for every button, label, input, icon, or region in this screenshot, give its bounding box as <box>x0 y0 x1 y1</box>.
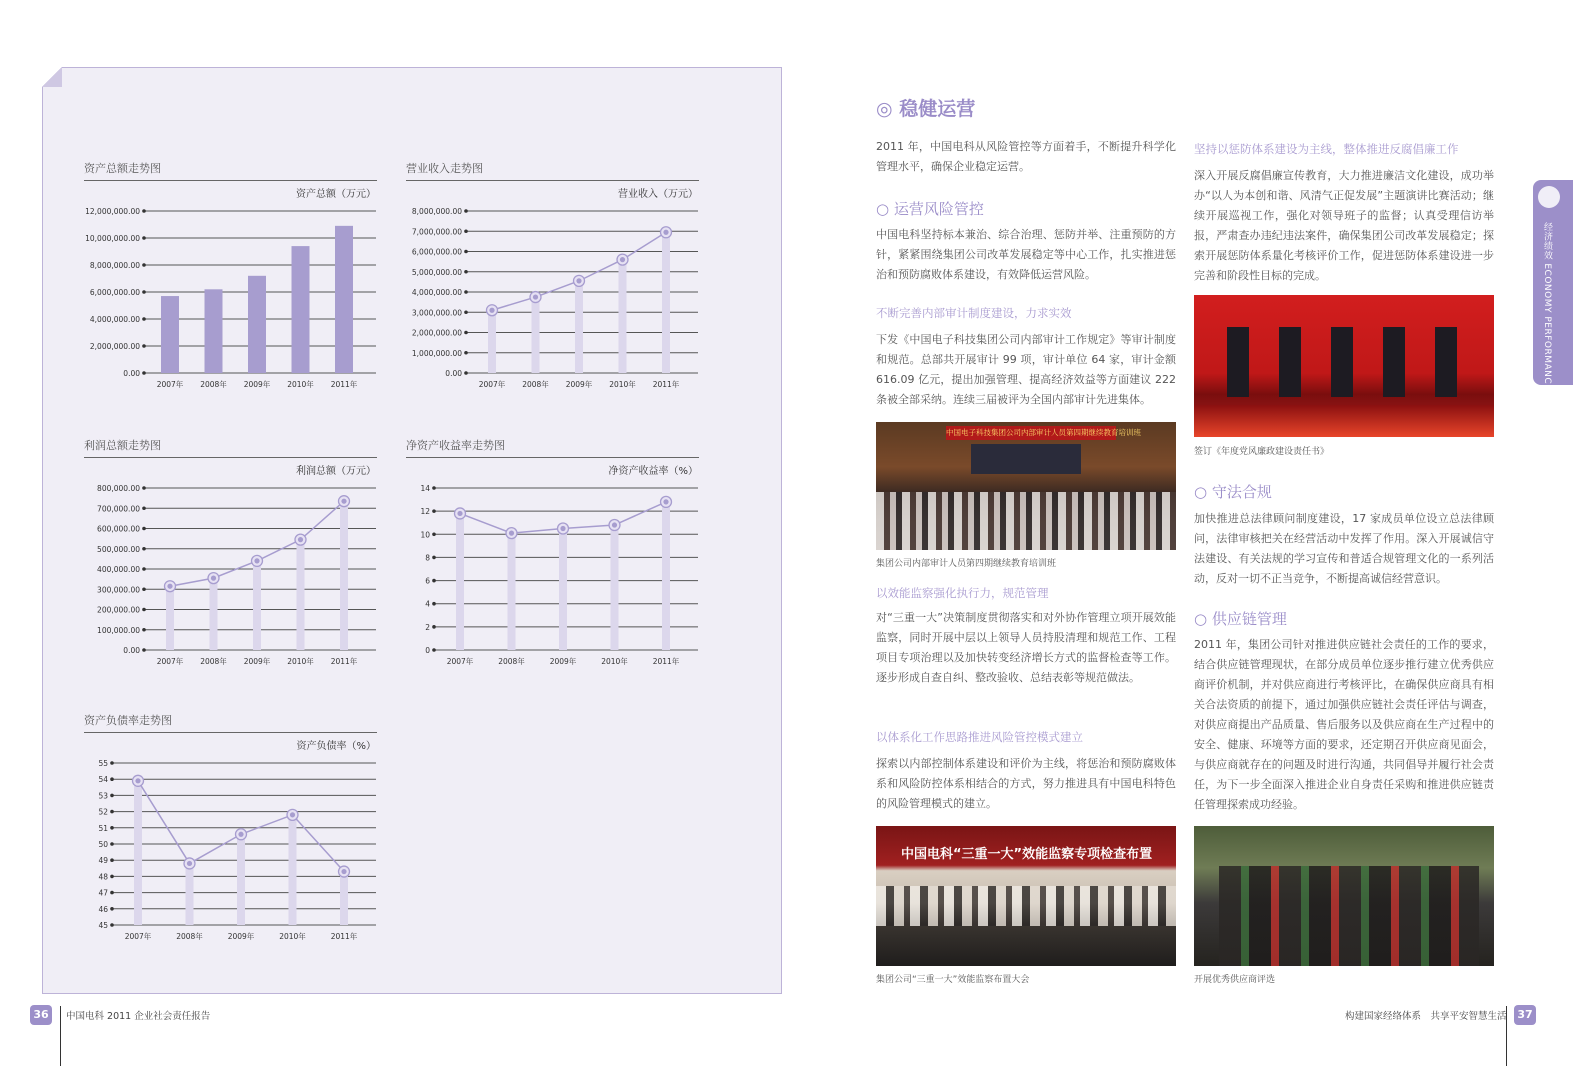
tick-dot <box>110 923 114 927</box>
y-tick-label: 50 <box>98 840 108 849</box>
panel-corner-fold <box>42 67 62 87</box>
y-tick-label: 0.00 <box>445 369 462 378</box>
tick-dot <box>464 209 468 213</box>
risk-title: ○ 运营风险管控 <box>876 200 984 218</box>
x-tick-label: 2007年 <box>478 380 506 389</box>
x-tick-label: 2008年 <box>200 380 227 389</box>
risk-body: 中国电科坚持标本兼治、综合治理、惩防并举、注重预防的方针，紧紧围绕集团公司改革发展稳定等中心工作，扎实推进惩治和预防腐败体系建设，有效降低运营风险。 <box>876 228 1176 281</box>
photo1-caption: 集团公司内部审计人员第四期继续教育培训班 <box>876 559 1057 569</box>
value-column <box>611 525 619 650</box>
value-column <box>662 232 670 373</box>
tick-dot <box>432 625 436 629</box>
data-point-core <box>620 257 625 262</box>
data-point-core <box>489 308 494 313</box>
value-column <box>186 863 194 925</box>
x-tick-label: 2008年 <box>498 657 525 666</box>
chart-title-roe: 净资产收益率走势图 <box>406 439 505 452</box>
value-column <box>662 502 670 650</box>
tick-dot <box>110 777 114 781</box>
y-tick-label: 10,000,000.00 <box>85 234 140 243</box>
y-tick-label: 49 <box>98 856 108 866</box>
x-tick-label: 2010年 <box>287 380 314 389</box>
tick-dot <box>432 556 436 560</box>
y-tick-label: 54 <box>98 775 108 785</box>
tick-dot <box>142 628 146 632</box>
y-tick-label: 100,000.00 <box>97 625 140 635</box>
tick-dot <box>110 891 114 895</box>
data-point-core <box>612 522 617 527</box>
value-column <box>575 281 583 373</box>
anti-corruption-heading: 坚持以惩防体系建设为主线，整体推进反腐倡廉工作 <box>1194 142 1459 156</box>
tick-dot <box>142 547 146 551</box>
data-point-core <box>290 812 295 817</box>
y-tick-label: 47 <box>98 888 108 898</box>
data-point-core <box>663 499 668 504</box>
data-point-core <box>238 832 243 837</box>
section-title: ◎ 稳健运营 <box>876 98 976 120</box>
x-tick-label: 2010年 <box>601 657 628 666</box>
data-point-core <box>533 294 538 299</box>
bar <box>248 276 266 373</box>
y-tick-label: 4 <box>425 599 430 609</box>
y-tick-label: 12,000,000.00 <box>85 207 140 216</box>
y-tick-label: 46 <box>98 904 108 914</box>
x-tick-label: 2009年 <box>549 657 577 666</box>
x-tick-label: 2008年 <box>176 932 203 941</box>
data-point-core <box>187 861 192 866</box>
chart-title-profit: 利润总额走势图 <box>84 439 161 452</box>
value-column <box>559 529 567 651</box>
value-column <box>532 297 540 373</box>
x-tick-label: 2009年 <box>243 380 271 389</box>
value-column <box>210 578 218 650</box>
y-tick-label: 53 <box>98 791 108 801</box>
revenue-line-chart <box>402 185 702 395</box>
value-column <box>237 834 245 925</box>
chart-unit-label: 利润总额（万元） <box>296 466 376 477</box>
tick-dot <box>142 263 146 267</box>
chart-unit-label: 营业收入（万元） <box>618 189 698 200</box>
photo-banner: 中国电科“三重一大”效能监察专项检查布置 <box>901 847 1153 862</box>
tick-dot <box>110 794 114 798</box>
photo-training-meeting <box>876 422 1176 550</box>
y-tick-label: 3,000,000.00 <box>411 308 462 318</box>
data-point-core <box>298 537 303 542</box>
x-tick-label: 2007年 <box>124 932 152 941</box>
tick-dot <box>432 579 436 583</box>
y-tick-label: 52 <box>98 807 108 817</box>
audit-heading: 不断完善内部审计制度建设，力求实效 <box>876 306 1072 320</box>
tick-dot <box>464 331 468 335</box>
x-tick-label: 2007年 <box>156 657 184 666</box>
divider <box>84 457 377 458</box>
tick-dot <box>142 506 146 510</box>
tick-dot <box>110 810 114 814</box>
tick-dot <box>464 229 468 233</box>
tick-dot <box>432 509 436 513</box>
y-tick-label: 300,000.00 <box>97 585 140 595</box>
x-tick-label: 2010年 <box>279 932 306 941</box>
photo-supervision-meeting <box>876 826 1176 966</box>
y-tick-label: 6,000,000.00 <box>89 288 140 297</box>
photo4-caption: 开展优秀供应商评选 <box>1194 975 1276 985</box>
data-point-core <box>576 278 581 283</box>
y-tick-label: 48 <box>98 872 108 882</box>
y-tick-label: 8,000,000.00 <box>411 207 462 216</box>
value-column <box>134 781 142 925</box>
y-tick-label: 500,000.00 <box>97 544 140 554</box>
y-tick-label: 8 <box>425 553 430 563</box>
y-tick-label: 2 <box>425 622 430 632</box>
tick-dot <box>110 907 114 911</box>
value-column <box>619 260 627 373</box>
y-tick-label: 4,000,000.00 <box>411 288 462 297</box>
data-point-core <box>560 526 565 531</box>
divider <box>84 180 377 181</box>
x-tick-label: 2009年 <box>565 380 593 389</box>
tick-dot <box>432 602 436 606</box>
efficiency-body: 对“三重一大”决策制度贯彻落实和对外协作管理立项开展效能监察，同时开展中层以上领导人员持股清理和规范工作、工程项目专项治理以及加快转变经济增长方式的监督检查等工作。逐步形成自查自纠、整改验收、总结表彰等规范做法。 <box>876 611 1176 684</box>
tick-dot <box>464 351 468 355</box>
y-tick-label: 10 <box>420 530 430 540</box>
tick-dot <box>142 371 146 375</box>
gear-icon <box>1538 186 1560 208</box>
chart-unit-label: 资产总额（万元） <box>296 189 376 200</box>
bar <box>292 246 310 373</box>
tick-dot <box>464 270 468 274</box>
y-tick-label: 200,000.00 <box>97 605 140 615</box>
x-tick-label: 2007年 <box>446 657 474 666</box>
tick-dot <box>464 250 468 254</box>
y-tick-label: 0.00 <box>123 369 140 378</box>
flowers <box>1194 405 1494 437</box>
y-tick-label: 800,000.00 <box>97 484 140 493</box>
audience <box>876 492 1176 550</box>
stage <box>971 444 1081 474</box>
intro-text: 2011 年，中国电科从风险管控等方面着手，不断提升科学化管理水平，确保企业稳定运营。 <box>876 140 1176 173</box>
tick-dot <box>142 648 146 652</box>
award-winners <box>1219 866 1479 966</box>
y-tick-label: 12 <box>420 507 430 517</box>
divider <box>406 180 699 181</box>
tick-dot <box>142 209 146 213</box>
y-tick-label: 4,000,000.00 <box>89 315 140 324</box>
y-tick-label: 6 <box>425 576 430 586</box>
chart-title-assets: 资产总额走势图 <box>84 162 161 175</box>
anti-corruption-body: 深入开展反腐倡廉宣传教育，大力推进廉洁文化建设，成功举办“以人为本创和谐、风清气正促发展”主题演讲比赛活动；继续开展巡视工作，强化对领导班子的监督；认真受理信访举报，严肃查办违纪违法案件，确保集团公司改革发展稳定；探索开展惩防体系量化考核评价工作，促进惩防体系建设进一步完善和阶段性目标的完成。 <box>1194 169 1494 282</box>
x-tick-label: 2011年 <box>330 657 358 666</box>
data-point-core <box>254 558 259 563</box>
divider <box>84 732 377 733</box>
x-tick-label: 2008年 <box>522 380 549 389</box>
tick-dot <box>142 527 146 531</box>
tick-dot <box>142 608 146 612</box>
chart-unit-label: 资产负债率（%） <box>296 741 376 752</box>
data-point-core <box>135 778 140 783</box>
y-tick-label: 600,000.00 <box>97 524 140 534</box>
x-tick-label: 2010年 <box>609 380 636 389</box>
chart-unit-label: 净资产收益率（%） <box>608 466 698 477</box>
roe-line-chart <box>402 462 702 672</box>
officials <box>1209 327 1479 397</box>
y-tick-label: 7,000,000.00 <box>411 227 462 237</box>
attendees <box>876 886 1176 926</box>
system-body: 探索以内部控制体系建设和评价为主线，将惩治和预防腐败体系和风险防控体系相结合的方式，努力推进具有中国电科特色的风险管理模式的建立。 <box>876 757 1176 810</box>
y-tick-label: 0 <box>425 646 430 655</box>
tick-dot <box>142 587 146 591</box>
x-tick-label: 2011年 <box>330 932 358 941</box>
divider <box>406 457 699 458</box>
photo3-caption: 集团公司“三重一大”效能监察布置大会 <box>876 975 1030 985</box>
x-tick-label: 2011年 <box>330 380 358 389</box>
tick-dot <box>432 648 436 652</box>
x-tick-label: 2007年 <box>156 380 184 389</box>
system-heading: 以体系化工作思路推进风险管控模式建立 <box>876 730 1083 744</box>
supply-body: 2011 年，集团公司针对推进供应链社会责任的工作的要求，结合供应链管理现状，在部分成员单位逐步推行建立优秀供应商评价机制，并对供应商进行考核评比，在确保供应商具有相关合法资质的前提下，通过加强供应链社会责任评估与调查，对供应商提出产品质量、售后服务以及供应商在生产过程中的安全、健康、环境等方面的要求，还定期召开供应商见面会，与供应商就存在的问题及时进行沟通，共同倡导并履行社会责任，为下一步全面深入推进企业自身责任采购和推进供应链责任管理探索成功经验。 <box>1194 638 1494 811</box>
value-column <box>508 533 516 650</box>
value-column <box>253 561 261 650</box>
profit-line-chart <box>80 462 380 672</box>
footer-left-text: 中国电科 2011 企业社会责任报告 <box>66 1011 211 1022</box>
y-tick-label: 6,000,000.00 <box>411 247 462 257</box>
y-tick-label: 8,000,000.00 <box>89 261 140 270</box>
page-number-right: 37 <box>1514 1005 1536 1025</box>
tick-dot <box>142 344 146 348</box>
footer-rule-left <box>60 1006 61 1066</box>
y-tick-label: 700,000.00 <box>97 504 140 514</box>
data-point-core <box>211 576 216 581</box>
tick-dot <box>464 310 468 314</box>
page-number-left: 36 <box>30 1005 52 1025</box>
value-column <box>289 815 297 925</box>
x-tick-label: 2010年 <box>287 657 314 666</box>
y-tick-label: 51 <box>98 823 108 833</box>
chart-title-debt: 资产负债率走势图 <box>84 714 172 727</box>
data-point-core <box>663 230 668 235</box>
x-tick-label: 2009年 <box>227 932 255 941</box>
tick-dot <box>142 567 146 571</box>
footer-right-text: 构建国家经络体系 共享平安智慧生活 <box>1345 1011 1507 1022</box>
value-column <box>340 872 348 925</box>
value-column <box>297 540 305 650</box>
chart-title-revenue: 营业收入走势图 <box>406 162 483 175</box>
y-tick-label: 0.00 <box>123 646 140 655</box>
bar <box>205 289 223 373</box>
x-tick-label: 2011年 <box>652 657 680 666</box>
y-tick-label: 400,000.00 <box>97 565 140 574</box>
tick-dot <box>142 486 146 490</box>
data-point-core <box>341 499 346 504</box>
audit-body: 下发《中国电子科技集团公司内部审计工作规定》等审计制度和规范。总部共开展审计 99 项，审计单位 64 家，审计金额 616.09 亿元，提出加强管理、提高经济效益等方面建议 222 条被全部采纳。连续三届被评为全国内部审计先进集体。 <box>876 333 1176 406</box>
bar <box>161 296 179 373</box>
value-column <box>488 310 496 373</box>
y-tick-label: 2,000,000.00 <box>89 342 140 351</box>
debt-line-chart <box>80 737 380 947</box>
y-tick-label: 1,000,000.00 <box>411 348 462 358</box>
y-tick-label: 45 <box>98 921 108 930</box>
efficiency-heading: 以效能监察强化执行力，规范管理 <box>876 586 1049 600</box>
data-point-core <box>457 511 462 516</box>
tick-dot <box>464 290 468 294</box>
tick-dot <box>432 486 436 490</box>
tick-dot <box>110 875 114 879</box>
data-point-core <box>509 531 514 536</box>
supply-title: ○ 供应链管理 <box>1194 610 1287 628</box>
law-title: ○ 守法合规 <box>1194 483 1272 501</box>
value-column <box>456 513 464 650</box>
value-column <box>166 586 174 650</box>
tick-dot <box>432 532 436 536</box>
tick-dot <box>110 842 114 846</box>
law-body: 加快推进总法律顾问制度建设，17 家成员单位设立总法律顾问，法律审核把关在经营活动中发挥了作用。深入开展诚信守法建设、有关法规的学习宣传和普适合规管理文化的一系列活动，反对一切不正当竞争，不断提高诚信经营意识。 <box>1194 512 1494 585</box>
data-point-core <box>341 869 346 874</box>
photo-banner: 中国电子科技集团公司内部审计人员第四期继续教育培训班 <box>946 426 1116 440</box>
tick-dot <box>110 826 114 830</box>
tick-dot <box>142 317 146 321</box>
photo2-caption: 签订《年度党风廉政建设责任书》 <box>1194 447 1330 457</box>
tick-dot <box>110 761 114 765</box>
tick-dot <box>142 236 146 240</box>
assets-bar-chart <box>80 185 380 395</box>
x-tick-label: 2011年 <box>652 380 680 389</box>
data-point-core <box>167 584 172 589</box>
value-column <box>340 501 348 650</box>
photo-supplier-awards <box>1194 826 1494 966</box>
y-tick-label: 55 <box>98 759 108 768</box>
x-tick-label: 2008年 <box>200 657 227 666</box>
tick-dot <box>142 290 146 294</box>
tick-dot <box>110 858 114 862</box>
y-tick-label: 14 <box>420 484 430 493</box>
x-tick-label: 2009年 <box>243 657 271 666</box>
y-tick-label: 2,000,000.00 <box>411 328 462 338</box>
photo-signing-ceremony <box>1194 295 1494 437</box>
side-tab-label: 经济绩效 ECONOMY PERFORMANCE <box>1542 222 1552 391</box>
y-tick-label: 5,000,000.00 <box>411 267 462 277</box>
tick-dot <box>464 371 468 375</box>
bar <box>335 226 353 373</box>
